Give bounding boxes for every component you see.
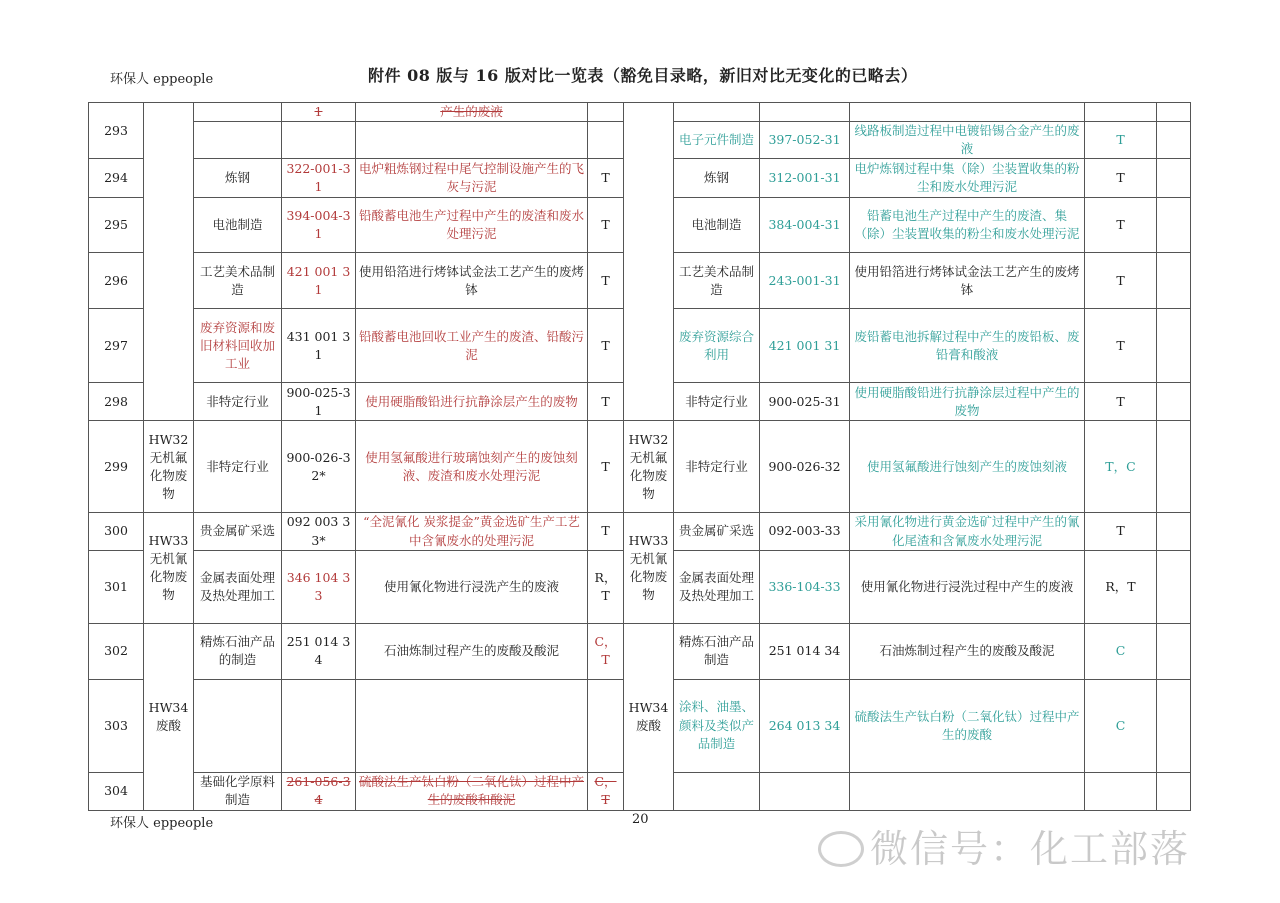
old-desc-cell: 电炉粗炼钢过程中尾气控制设施产生的飞灰与污泥 [356, 159, 588, 198]
new-desc-cell: 硫酸法生产钛白粉（二氧化钛）过程中产生的废酸 [850, 679, 1085, 772]
new-char-cell: T [1085, 309, 1157, 383]
old-char-cell: T [588, 513, 624, 550]
blank-cell [1157, 309, 1191, 383]
watermark-text: 微信号：化工部落 [870, 827, 1191, 871]
new-code-cell: 264 013 34 [760, 679, 850, 772]
new-char-cell: C [1085, 623, 1157, 679]
old-char-cell: T [588, 198, 624, 253]
old-industry-cell [194, 122, 282, 159]
old-industry-cell: 基础化学原料制造 [194, 772, 282, 810]
old-code-cell: 261-056-34 [282, 772, 356, 810]
new-code-cell: 092-003-33 [760, 513, 850, 550]
row-number: 294 [89, 159, 144, 198]
old-code-cell: 394-004-31 [282, 198, 356, 253]
old-desc-cell [356, 679, 588, 772]
table-row [89, 513, 1191, 550]
old-desc-cell: 石油炼制过程产生的废酸及酸泥 [356, 623, 588, 679]
blank-cell [1157, 550, 1191, 623]
old-code-cell: 1 [282, 103, 356, 122]
new-code-cell: 312-001-31 [760, 159, 850, 198]
new-char-cell: T [1085, 198, 1157, 253]
page-title: 附件 08 版与 16 版对比一览表（豁免目录略，新旧对比无变化的已略去） [368, 66, 918, 85]
blank-cell [1157, 772, 1191, 810]
new-char-cell: T [1085, 513, 1157, 550]
old-code-cell: 421 001 31 [282, 253, 356, 309]
old-industry-cell: 贵金属矿采选 [194, 513, 282, 550]
new-industry-cell: 精炼石油产品制造 [674, 623, 760, 679]
old-char-cell [588, 103, 624, 122]
new-desc-cell: 石油炼制过程产生的废酸及酸泥 [850, 623, 1085, 679]
blank-cell [1157, 122, 1191, 159]
old-char-cell [588, 122, 624, 159]
old-desc-cell: 产生的废液 [356, 103, 588, 122]
old-char-cell: R，T [588, 550, 624, 623]
new-char-cell: T，C [1085, 421, 1157, 513]
new-industry-cell: 炼钢 [674, 159, 760, 198]
new-desc-cell: 使用硬脂酸铅进行抗静涂层过程中产生的废物 [850, 383, 1085, 421]
footer-left-text: 环保人 eppeople [110, 816, 214, 831]
old-desc-cell: “全泥氰化 炭浆提金”黄金选矿生产工艺中含氰废水的处理污泥 [356, 513, 588, 550]
new-desc-cell [850, 103, 1085, 122]
row-number: 299 [89, 421, 144, 513]
old-industry-cell: 非特定行业 [194, 421, 282, 513]
row-number: 304 [89, 772, 144, 810]
old-category-cell [144, 103, 194, 421]
old-industry-cell: 电池制造 [194, 198, 282, 253]
old-industry-cell: 废弃资源和废旧材料回收加工业 [194, 309, 282, 383]
new-char-cell: T [1085, 253, 1157, 309]
old-industry-cell [194, 103, 282, 122]
blank-cell [1157, 103, 1191, 122]
new-char-cell [1085, 772, 1157, 810]
new-category-cell: HW33 无机氰化物废物 [624, 513, 674, 623]
old-desc-cell [356, 122, 588, 159]
new-code-cell: 336-104-33 [760, 550, 850, 623]
new-industry-cell: 工艺美术品制造 [674, 253, 760, 309]
old-desc-cell: 铅酸蓄电池生产过程中产生的废渣和废水处理污泥 [356, 198, 588, 253]
blank-cell [1157, 421, 1191, 513]
old-category-cell: HW32 无机氟化物废物 [144, 421, 194, 513]
new-category-cell: HW32 无机氟化物废物 [624, 421, 674, 513]
new-industry-cell [674, 772, 760, 810]
new-desc-cell: 电炉炼钢过程中集（除）尘装置收集的粉尘和废水处理污泥 [850, 159, 1085, 198]
new-code-cell [760, 772, 850, 810]
new-industry-cell: 电池制造 [674, 198, 760, 253]
old-code-cell: 900-026-32* [282, 421, 356, 513]
table-row-continuation [89, 103, 1191, 122]
row-number: 302 [89, 623, 144, 679]
old-desc-cell: 使用硬脂酸铅进行抗静涂层产生的废物 [356, 383, 588, 421]
row-number: 301 [89, 550, 144, 623]
row-number: 293 [89, 103, 144, 159]
old-char-cell: T [588, 383, 624, 421]
new-industry-cell: 电子元件制造 [674, 122, 760, 159]
old-code-cell: 092 003 33* [282, 513, 356, 550]
new-desc-cell: 废铅蓄电池拆解过程中产生的废铅板、废铅膏和酸液 [850, 309, 1085, 383]
new-desc-cell: 使用铅箔进行烤钵试金法工艺产生的废烤钵 [850, 253, 1085, 309]
blank-cell [1157, 623, 1191, 679]
blank-cell [1157, 253, 1191, 309]
wechat-icon [818, 831, 864, 867]
new-desc-cell: 使用氰化物进行浸洗过程中产生的废液 [850, 550, 1085, 623]
new-category-cell [624, 103, 674, 421]
new-char-cell: T [1085, 159, 1157, 198]
old-desc-cell: 使用铅箔进行烤钵试金法工艺产生的废烤钵 [356, 253, 588, 309]
old-desc-cell: 使用氢氟酸进行玻璃蚀刻产生的废蚀刻液、废渣和废水处理污泥 [356, 421, 588, 513]
page-number: 20 [632, 812, 649, 827]
old-desc-cell: 硫酸法生产钛白粉（二氧化钛）过程中产生的废酸和酸泥 [356, 772, 588, 810]
old-char-cell [588, 679, 624, 772]
new-industry-cell: 贵金属矿采选 [674, 513, 760, 550]
old-industry-cell [194, 679, 282, 772]
blank-cell [1157, 383, 1191, 421]
old-code-cell: 431 001 31 [282, 309, 356, 383]
old-industry-cell: 精炼石油产品的制造 [194, 623, 282, 679]
new-code-cell: 397-052-31 [760, 122, 850, 159]
new-code-cell: 243-001-31 [760, 253, 850, 309]
old-industry-cell: 非特定行业 [194, 383, 282, 421]
old-category-cell: HW33 无机氰化物废物 [144, 513, 194, 623]
row-number: 303 [89, 679, 144, 772]
new-industry-cell: 废弃资源综合利用 [674, 309, 760, 383]
new-desc-cell: 铅蓄电池生产过程中产生的废渣、集（除）尘装置收集的粉尘和废水处理污泥 [850, 198, 1085, 253]
new-char-cell [1085, 103, 1157, 122]
old-code-cell: 251 014 34 [282, 623, 356, 679]
old-char-cell: T [588, 421, 624, 513]
new-desc-cell [850, 772, 1085, 810]
new-char-cell: R，T [1085, 550, 1157, 623]
new-industry-cell: 非特定行业 [674, 421, 760, 513]
old-char-cell: C，T [588, 623, 624, 679]
new-code-cell: 900-026-32 [760, 421, 850, 513]
row-number: 298 [89, 383, 144, 421]
table-row [89, 623, 1191, 679]
old-char-cell: T [588, 159, 624, 198]
blank-cell [1157, 679, 1191, 772]
new-code-cell: 384-004-31 [760, 198, 850, 253]
new-char-cell: T [1085, 383, 1157, 421]
new-industry-cell: 涂料、油墨、颜料及类似产品制造 [674, 679, 760, 772]
watermark [818, 818, 1190, 873]
new-desc-cell: 采用氰化物进行黄金选矿过程中产生的氰化尾渣和含氰废水处理污泥 [850, 513, 1085, 550]
new-char-cell: C [1085, 679, 1157, 772]
new-char-cell: T [1085, 122, 1157, 159]
blank-cell [1157, 198, 1191, 253]
old-category-cell: HW34 废酸 [144, 623, 194, 810]
old-char-cell: T [588, 253, 624, 309]
blank-cell [1157, 513, 1191, 550]
new-industry-cell [674, 103, 760, 122]
old-code-cell: 346 104 33 [282, 550, 356, 623]
new-desc-cell: 使用氢氟酸进行蚀刻产生的废蚀刻液 [850, 421, 1085, 513]
new-code-cell: 251 014 34 [760, 623, 850, 679]
new-desc-cell: 线路板制造过程中电镀铅锡合金产生的废液 [850, 122, 1085, 159]
new-code-cell: 421 001 31 [760, 309, 850, 383]
old-industry-cell: 金属表面处理及热处理加工 [194, 550, 282, 623]
comparison-table [88, 102, 1191, 811]
old-char-cell: C，T [588, 772, 624, 810]
row-number: 297 [89, 309, 144, 383]
new-industry-cell: 非特定行业 [674, 383, 760, 421]
new-code-cell: 900-025-31 [760, 383, 850, 421]
old-industry-cell: 炼钢 [194, 159, 282, 198]
old-code-cell [282, 679, 356, 772]
table-row [89, 421, 1191, 513]
new-category-cell: HW34 废酸 [624, 623, 674, 810]
row-number: 296 [89, 253, 144, 309]
new-industry-cell: 金属表面处理及热处理加工 [674, 550, 760, 623]
old-desc-cell: 铅酸蓄电池回收工业产生的废渣、铅酸污泥 [356, 309, 588, 383]
old-code-cell: 322-001-31 [282, 159, 356, 198]
header-left-text: 环保人 eppeople [110, 72, 214, 87]
old-code-cell: 900-025-31 [282, 383, 356, 421]
old-char-cell: T [588, 309, 624, 383]
row-number: 300 [89, 513, 144, 550]
old-industry-cell: 工艺美术品制造 [194, 253, 282, 309]
old-code-cell [282, 122, 356, 159]
row-number: 295 [89, 198, 144, 253]
new-code-cell [760, 103, 850, 122]
old-desc-cell: 使用氰化物进行浸洗产生的废液 [356, 550, 588, 623]
blank-cell [1157, 159, 1191, 198]
